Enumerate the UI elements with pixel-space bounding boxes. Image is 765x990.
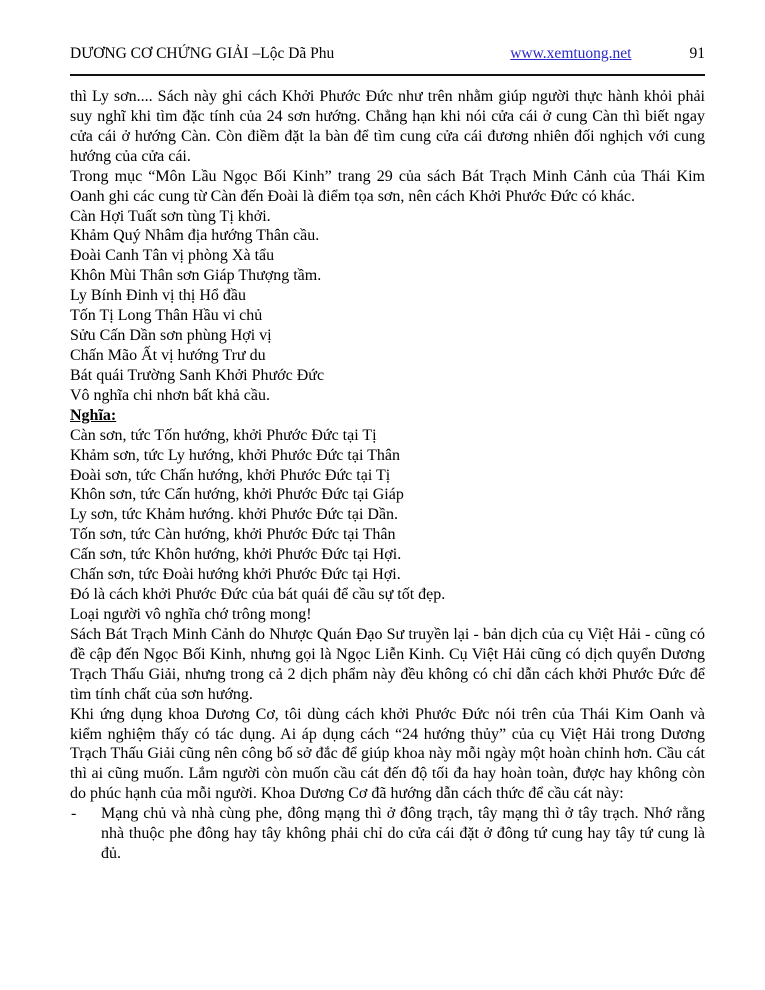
text-line: Tốn sơn, tức Càn hướng, khởi Phước Đức tại Thân [70, 526, 396, 544]
text-line: Cấn sơn, tức Khôn hướng, khởi Phước Đức tại Hợi. [70, 546, 402, 564]
page-header [70, 44, 705, 76]
verse-line: Khảm Quý Nhâm địa hướng Thân cầu. [70, 227, 320, 245]
bullet-item [70, 804, 705, 864]
section-heading: Nghĩa: [70, 406, 117, 424]
verse-line: Bát quái Trường Sanh Khởi Phước Đức [70, 366, 325, 384]
paragraph: thì Ly sơn.... Sách này ghi cách Khởi Phước Đức như trên nhằm giúp người thực hành khỏi phải suy nghĩ khi tìm đặc tính của 24 sơn hướng. Chẳng hạn khi nói cửa cái ở cung Càn thì biết ngay cửa cái ở hướng Càn. Còn điềm đặt la bàn để tìm cung cửa cái đương nhiên đối nghịch với cung hướng của cửa cái. [70, 88, 705, 165]
verse-line: Ly Bính Đinh vị thị Hổ đầu [70, 287, 246, 305]
paragraph: Trong mục “Môn Lầu Ngọc Bối Kinh” trang 29 của sách Bát Trạch Minh Cảnh của Thái Kim Oanh ghi các cung từ Càn đến Đoài là điểm tọa sơn, nên cách Khởi Phước Đức có khác. [70, 167, 705, 205]
verse-line: Chấn Mão Ất vị hướng Trư du [70, 346, 266, 364]
text-line: Đó là cách khởi Phước Đức của bát quái để cầu sự tốt đẹp. [70, 586, 446, 604]
text-line: Khôn sơn, tức Cấn hướng, khởi Phước Đức tại Giáp [70, 486, 404, 504]
verse-line: Sửu Cấn Dần sơn phùng Hợi vị [70, 327, 272, 345]
text-line: Loại người vô nghĩa chớ trông mong! [70, 605, 312, 623]
page-number: 91 [689, 45, 705, 62]
bullet-text: Mạng chủ và nhà cùng phe, đông mạng thì ở đông trạch, tây mạng thì ở tây trạch. Nhớ rằng nhà thuộc phe đông hay tây không phải chỉ do cửa cái đặt ở đông tứ cung hay tây tứ cung là đủ. [101, 805, 705, 863]
bullet-marker: - [71, 805, 77, 823]
document-title: DƯƠNG CƠ CHỨNG GIẢI –Lộc Dã Phu [70, 45, 335, 62]
website-link[interactable]: www.xemtuong.net [510, 45, 632, 62]
text-line: Ly sơn, tức Khảm hướng. khởi Phước Đức tại Dần. [70, 506, 399, 524]
verse-line: Vô nghĩa chi nhơn bất khả cầu. [70, 386, 270, 404]
verse-line: Càn Hợi Tuất sơn tùng Tị khởi. [70, 207, 271, 225]
paragraph: Khi ứng dụng khoa Dương Cơ, tôi dùng cách khởi Phước Đức nói trên của Thái Kim Oanh và kiểm nghiệm thấy có tác dụng. Ai áp dụng cách “24 hướng thủy” của cụ Việt Hải trong Dương Trạch Thấu Giải cũng nên công bố sở đắc để giúp khoa này mỗi ngày một hoàn chỉnh hơn. Cầu cát thì ai cũng muốn. Lắm người còn muốn cầu cát đến độ tối đa hay hoàn toàn, được hay không còn do phúc hạnh của mỗi người. Khoa Dương Cơ đã hướng dẫn cách thức để cầu cát này: [70, 705, 705, 803]
paragraph: Sách Bát Trạch Minh Cảnh do Nhược Quán Đạo Sư truyền lại - bản dịch của cụ Việt Hải - cũng có đề cập đến Ngọc Bối Kinh, nhưng gọi là Ngọc Liễn Kinh. Cụ Việt Hải cũng có dịch quyển Dương Trạch Thấu Giải, nhưng trong cả 2 dịch phẩm này đều không có chỉ dẫn cách khởi Phước Đức để tìm tính chất của sơn hướng. [70, 625, 705, 703]
verse-line: Khôn Mùi Thân sơn Giáp Thượng tầm. [70, 267, 322, 285]
text-line: Chấn sơn, tức Đoài hướng khởi Phước Đức tại Hợi. [70, 566, 401, 584]
verse-line: Tốn Tị Long Thân Hầu vi chủ [70, 307, 263, 325]
text-line: Càn sơn, tức Tốn hướng, khởi Phước Đức tại Tị [70, 426, 377, 444]
document-body [70, 87, 705, 864]
text-line: Đoài sơn, tức Chấn hướng, khởi Phước Đức tại Tị [70, 466, 391, 484]
text-line: Khảm sơn, tức Ly hướng, khởi Phước Đức tại Thân [70, 446, 400, 464]
header-right [510, 44, 705, 64]
verse-line: Đoài Canh Tân vị phòng Xà tẩu [70, 247, 275, 265]
